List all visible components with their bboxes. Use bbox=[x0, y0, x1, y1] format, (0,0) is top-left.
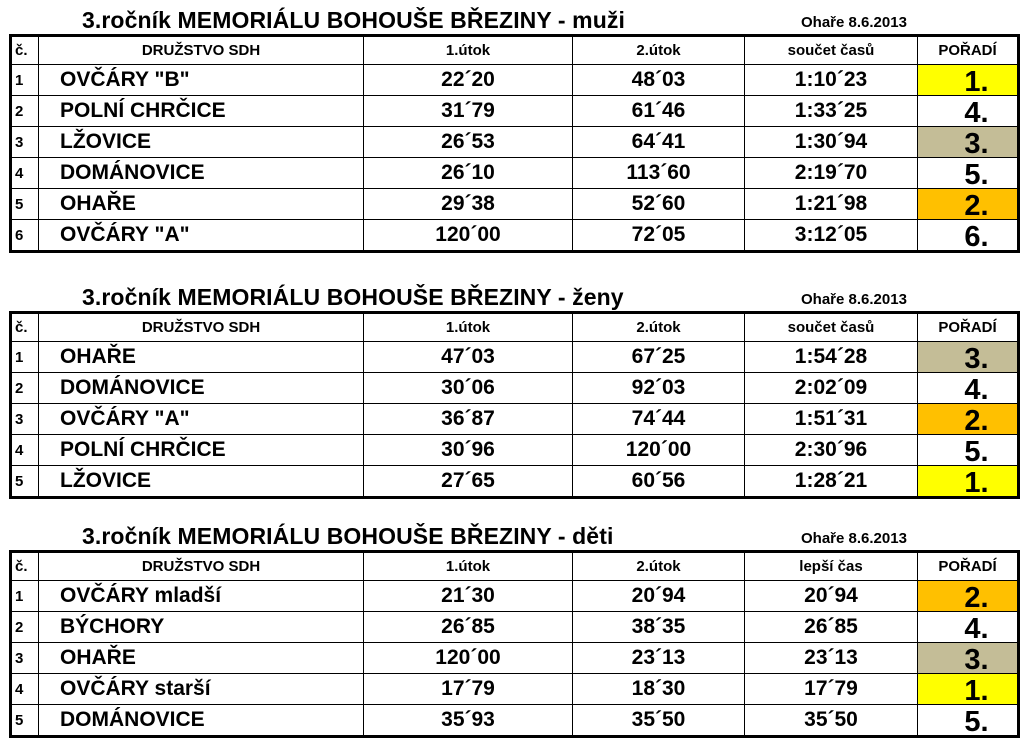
attempt2-time: 92´03 bbox=[573, 373, 745, 404]
row-number: 4 bbox=[11, 435, 39, 466]
rank-cell bbox=[918, 705, 1019, 737]
team-name: POLNÍ CHRČICE bbox=[39, 435, 364, 466]
best-time: 35´50 bbox=[745, 705, 918, 737]
total-time: 1:10´23 bbox=[745, 65, 918, 96]
attempt2-time: 18´30 bbox=[573, 674, 745, 705]
table-row bbox=[11, 127, 1019, 158]
team-name: OVČÁRY "B" bbox=[39, 65, 364, 96]
team-name: OVČÁRY "A" bbox=[39, 404, 364, 435]
attempt1-time: 47´03 bbox=[364, 342, 573, 373]
rank-value: 4. bbox=[964, 613, 989, 643]
section-header bbox=[9, 520, 1017, 550]
rank-value: 6. bbox=[964, 221, 989, 252]
row-number: 3 bbox=[11, 404, 39, 435]
rank-value: 2. bbox=[964, 582, 989, 612]
total-time: 3:12´05 bbox=[745, 220, 918, 252]
team-name: POLNÍ CHRČICE bbox=[39, 96, 364, 127]
col-header-attempt2: 2.útok bbox=[573, 552, 745, 581]
attempt2-time: 60´56 bbox=[573, 466, 745, 498]
rank-value: 1. bbox=[964, 675, 989, 705]
col-header-num: č. bbox=[11, 552, 39, 581]
team-name: OVČÁRY "A" bbox=[39, 220, 364, 252]
col-header-total: součet časů bbox=[745, 313, 918, 342]
place-date: Ohaře 8.6.2013 bbox=[801, 14, 907, 31]
attempt2-time: 38´35 bbox=[573, 612, 745, 643]
row-number: 1 bbox=[11, 342, 39, 373]
rank-cell bbox=[918, 674, 1019, 705]
attempt1-time: 29´38 bbox=[364, 189, 573, 220]
col-header-team: DRUŽSTVO SDH bbox=[39, 313, 364, 342]
team-name: LŽOVICE bbox=[39, 127, 364, 158]
rank-value: 4. bbox=[964, 374, 989, 404]
attempt1-time: 26´85 bbox=[364, 612, 573, 643]
table-row bbox=[11, 466, 1019, 498]
total-time: 2:30´96 bbox=[745, 435, 918, 466]
team-name: OVČÁRY mladší bbox=[39, 581, 364, 612]
rank-value: 3. bbox=[964, 128, 989, 158]
table-row bbox=[11, 404, 1019, 435]
total-time: 2:19´70 bbox=[745, 158, 918, 189]
attempt1-time: 31´79 bbox=[364, 96, 573, 127]
rank-value: 1. bbox=[964, 66, 989, 96]
place-date: Ohaře 8.6.2013 bbox=[801, 530, 907, 547]
team-name: DOMÁNOVICE bbox=[39, 705, 364, 737]
best-time: 26´85 bbox=[745, 612, 918, 643]
col-header-attempt1: 1.útok bbox=[364, 36, 573, 65]
table-row bbox=[11, 373, 1019, 404]
row-number: 5 bbox=[11, 466, 39, 498]
rank-cell bbox=[918, 466, 1019, 498]
team-name: OVČÁRY starší bbox=[39, 674, 364, 705]
attempt2-time: 48´03 bbox=[573, 65, 745, 96]
rank-cell bbox=[918, 435, 1019, 466]
col-header-num: č. bbox=[11, 36, 39, 65]
attempt1-time: 27´65 bbox=[364, 466, 573, 498]
table-row bbox=[11, 220, 1019, 252]
attempt1-time: 30´96 bbox=[364, 435, 573, 466]
row-number: 5 bbox=[11, 189, 39, 220]
table-row bbox=[11, 158, 1019, 189]
total-time: 1:30´94 bbox=[745, 127, 918, 158]
attempt2-time: 72´05 bbox=[573, 220, 745, 252]
attempt1-time: 26´53 bbox=[364, 127, 573, 158]
attempt1-time: 35´93 bbox=[364, 705, 573, 737]
row-number: 2 bbox=[11, 96, 39, 127]
attempt1-time: 21´30 bbox=[364, 581, 573, 612]
table-header-row bbox=[11, 552, 1019, 581]
col-header-attempt2: 2.útok bbox=[573, 36, 745, 65]
row-number: 5 bbox=[11, 705, 39, 737]
table-header-row bbox=[11, 36, 1019, 65]
col-header-rank: POŘADÍ bbox=[918, 313, 1019, 342]
rank-cell bbox=[918, 373, 1019, 404]
results-section-women bbox=[9, 281, 1017, 499]
team-name: LŽOVICE bbox=[39, 466, 364, 498]
section-title: 3.ročník MEMORIÁLU BOHOUŠE BŘEZINY - děti bbox=[82, 523, 614, 549]
rank-cell bbox=[918, 65, 1019, 96]
results-section-children bbox=[9, 520, 1017, 738]
place-date: Ohaře 8.6.2013 bbox=[801, 291, 907, 308]
results-section-men bbox=[9, 4, 1017, 253]
rank-value: 1. bbox=[964, 467, 989, 498]
results-table bbox=[9, 34, 1020, 253]
section-title: 3.ročník MEMORIÁLU BOHOUŠE BŘEZINY - muži bbox=[82, 7, 625, 33]
table-row bbox=[11, 643, 1019, 674]
total-time: 1:28´21 bbox=[745, 466, 918, 498]
rank-value: 2. bbox=[964, 405, 989, 435]
attempt2-time: 23´13 bbox=[573, 643, 745, 674]
team-name: OHAŘE bbox=[39, 189, 364, 220]
rank-cell bbox=[918, 404, 1019, 435]
table-row bbox=[11, 96, 1019, 127]
rank-cell bbox=[918, 581, 1019, 612]
attempt2-time: 61´46 bbox=[573, 96, 745, 127]
attempt2-time: 35´50 bbox=[573, 705, 745, 737]
section-header bbox=[9, 281, 1017, 311]
rank-value: 5. bbox=[964, 706, 989, 737]
attempt2-time: 120´00 bbox=[573, 435, 745, 466]
rank-value: 3. bbox=[964, 644, 989, 674]
results-table bbox=[9, 311, 1020, 499]
col-header-best-time: lepší čas bbox=[745, 552, 918, 581]
row-number: 2 bbox=[11, 373, 39, 404]
col-header-team: DRUŽSTVO SDH bbox=[39, 552, 364, 581]
col-header-team: DRUŽSTVO SDH bbox=[39, 36, 364, 65]
rank-cell bbox=[918, 96, 1019, 127]
col-header-attempt1: 1.útok bbox=[364, 552, 573, 581]
table-row bbox=[11, 612, 1019, 643]
total-time: 2:02´09 bbox=[745, 373, 918, 404]
table-row bbox=[11, 189, 1019, 220]
rank-cell bbox=[918, 342, 1019, 373]
rank-value: 5. bbox=[964, 159, 989, 189]
attempt1-time: 30´06 bbox=[364, 373, 573, 404]
attempt1-time: 26´10 bbox=[364, 158, 573, 189]
rank-value: 2. bbox=[964, 190, 989, 220]
col-header-rank: POŘADÍ bbox=[918, 552, 1019, 581]
col-header-attempt1: 1.útok bbox=[364, 313, 573, 342]
rank-value: 4. bbox=[964, 97, 989, 127]
row-number: 6 bbox=[11, 220, 39, 252]
row-number: 3 bbox=[11, 643, 39, 674]
rank-cell bbox=[918, 189, 1019, 220]
total-time: 1:51´31 bbox=[745, 404, 918, 435]
section-title: 3.ročník MEMORIÁLU BOHOUŠE BŘEZINY - ženy bbox=[82, 284, 624, 310]
attempt1-time: 120´00 bbox=[364, 220, 573, 252]
attempt1-time: 36´87 bbox=[364, 404, 573, 435]
rank-cell bbox=[918, 643, 1019, 674]
team-name: DOMÁNOVICE bbox=[39, 158, 364, 189]
results-table bbox=[9, 550, 1020, 738]
section-header bbox=[9, 4, 1017, 34]
rank-value: 3. bbox=[964, 343, 989, 373]
col-header-total: součet časů bbox=[745, 36, 918, 65]
rank-cell bbox=[918, 612, 1019, 643]
table-row bbox=[11, 65, 1019, 96]
attempt1-time: 22´20 bbox=[364, 65, 573, 96]
table-row bbox=[11, 581, 1019, 612]
table-row bbox=[11, 342, 1019, 373]
attempt1-time: 17´79 bbox=[364, 674, 573, 705]
team-name: OHAŘE bbox=[39, 643, 364, 674]
col-header-rank: POŘADÍ bbox=[918, 36, 1019, 65]
table-row bbox=[11, 705, 1019, 737]
attempt1-time: 120´00 bbox=[364, 643, 573, 674]
best-time: 20´94 bbox=[745, 581, 918, 612]
attempt2-time: 64´41 bbox=[573, 127, 745, 158]
rank-cell bbox=[918, 158, 1019, 189]
rank-cell bbox=[918, 220, 1019, 252]
row-number: 1 bbox=[11, 65, 39, 96]
total-time: 1:54´28 bbox=[745, 342, 918, 373]
row-number: 3 bbox=[11, 127, 39, 158]
rank-cell bbox=[918, 127, 1019, 158]
row-number: 1 bbox=[11, 581, 39, 612]
total-time: 1:21´98 bbox=[745, 189, 918, 220]
total-time: 1:33´25 bbox=[745, 96, 918, 127]
table-row bbox=[11, 435, 1019, 466]
best-time: 17´79 bbox=[745, 674, 918, 705]
team-name: DOMÁNOVICE bbox=[39, 373, 364, 404]
team-name: BÝCHORY bbox=[39, 612, 364, 643]
row-number: 4 bbox=[11, 158, 39, 189]
col-header-attempt2: 2.útok bbox=[573, 313, 745, 342]
attempt2-time: 67´25 bbox=[573, 342, 745, 373]
attempt2-time: 52´60 bbox=[573, 189, 745, 220]
row-number: 2 bbox=[11, 612, 39, 643]
table-header-row bbox=[11, 313, 1019, 342]
col-header-num: č. bbox=[11, 313, 39, 342]
rank-value: 5. bbox=[964, 436, 989, 466]
table-row bbox=[11, 674, 1019, 705]
row-number: 4 bbox=[11, 674, 39, 705]
attempt2-time: 20´94 bbox=[573, 581, 745, 612]
team-name: OHAŘE bbox=[39, 342, 364, 373]
attempt2-time: 74´44 bbox=[573, 404, 745, 435]
attempt2-time: 113´60 bbox=[573, 158, 745, 189]
best-time: 23´13 bbox=[745, 643, 918, 674]
